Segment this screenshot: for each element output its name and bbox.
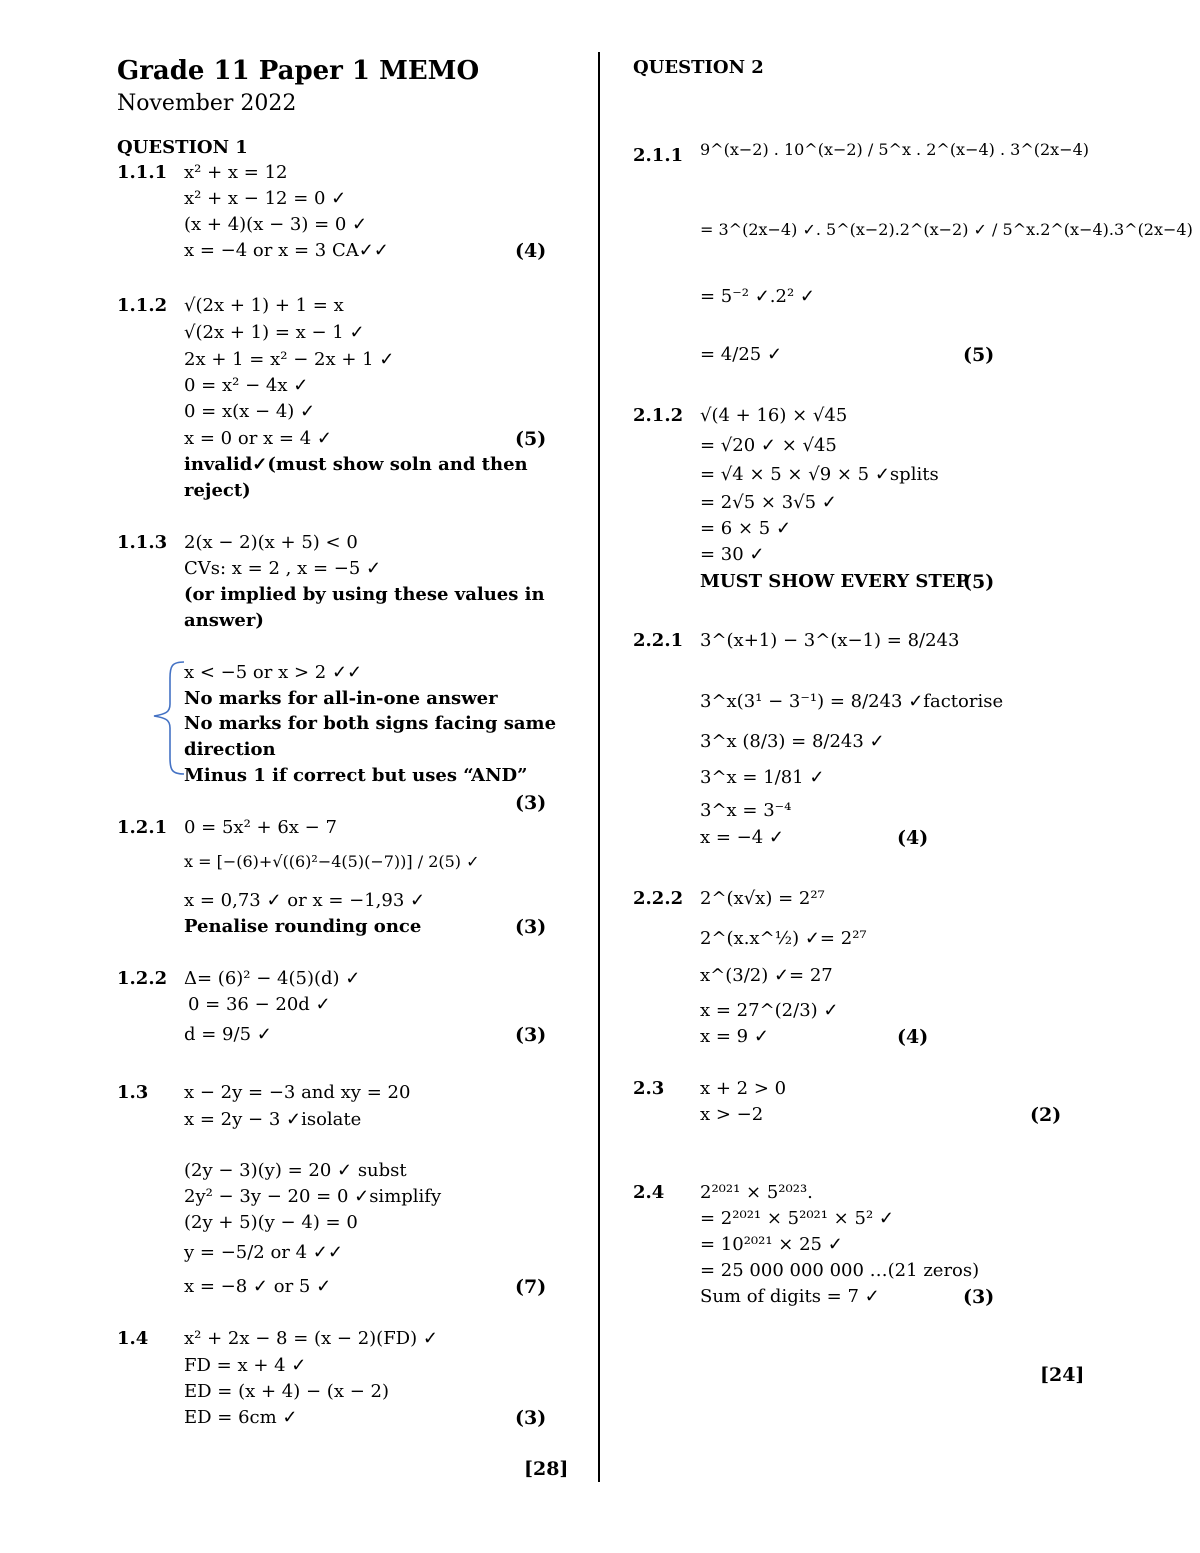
q14-line-4: ED = 6cm ✓: [184, 1407, 298, 1428]
q23-number: 2.3: [633, 1078, 665, 1099]
q122-mark: (3): [515, 1024, 547, 1046]
q212-line-5: = 6 × 5 ✓: [700, 518, 792, 539]
q113-answer: x < −5 or x > 2 ✓✓: [184, 662, 363, 683]
q111-line-1: x² + x = 12: [184, 162, 288, 183]
q211-line-3: = 5⁻² ✓.2² ✓: [700, 286, 815, 307]
q24-line-2: = 2²⁰²¹ × 5²⁰²¹ × 5² ✓: [700, 1208, 894, 1229]
q212-note: MUST SHOW EVERY STEP: [700, 571, 970, 592]
q222-line-4: x = 27^(2/3) ✓: [700, 1000, 839, 1021]
page-title: Grade 11 Paper 1 MEMO: [117, 56, 480, 86]
q112-line-6: x = 0 or x = 4 ✓: [184, 428, 332, 449]
q13-line-7: x = −8 ✓ or 5 ✓: [184, 1276, 332, 1297]
q24-mark: (3): [963, 1286, 995, 1308]
q112-line-2: √(2x + 1) = x − 1 ✓: [184, 322, 365, 343]
q113-rule-4: Minus 1 if correct but uses “AND”: [184, 765, 528, 786]
q122-number: 1.2.2: [117, 968, 168, 989]
q113-note-2: answer): [184, 610, 264, 631]
q122-line-3: d = 9/5 ✓: [184, 1024, 272, 1045]
q112-note-2: reject): [184, 480, 251, 501]
q14-line-3: ED = (x + 4) − (x − 2): [184, 1381, 389, 1402]
q222-line-2: 2^(x.x^½) ✓= 2²⁷: [700, 928, 867, 949]
q111-line-3: (x + 4)(x − 3) = 0 ✓: [184, 214, 368, 235]
q121-line-3: x = 0,73 ✓ or x = −1,93 ✓: [184, 890, 426, 911]
q13-line-6: y = −5/2 or 4 ✓✓: [184, 1242, 343, 1263]
q112-note-1: invalid✓(must show soln and then: [184, 454, 528, 475]
q113-rule-2: No marks for both signs facing same: [184, 713, 557, 734]
question-2-heading: QUESTION 2: [633, 57, 764, 78]
q113-rule-1: No marks for all-in-one answer: [184, 688, 498, 709]
q212-line-4: = 2√5 × 3√5 ✓: [700, 492, 837, 513]
q13-mark: (7): [515, 1276, 547, 1298]
q1-total: [28]: [524, 1458, 569, 1480]
q24-note: Sum of digits = 7 ✓: [700, 1286, 880, 1307]
q211-number: 2.1.1: [633, 145, 684, 166]
q221-mark: (4): [897, 827, 929, 849]
q111-mark: (4): [515, 240, 547, 262]
q24-line-4: = 25 000 000 000 …(21 zeros): [700, 1260, 980, 1281]
q13-line-4: 2y² − 3y − 20 = 0 ✓simplify: [184, 1186, 442, 1207]
q23-mark: (2): [1030, 1104, 1062, 1126]
q112-line-4: 0 = x² − 4x ✓: [184, 375, 309, 396]
q24-line-1: 2²⁰²¹ × 5²⁰²³.: [700, 1182, 813, 1203]
curly-brace: [148, 658, 188, 778]
q122-line-1: Δ= (6)² − 4(5)(d) ✓: [184, 968, 361, 989]
q13-line-5: (2y + 5)(y − 4) = 0: [184, 1212, 358, 1233]
q222-line-1: 2^(x√x) = 2²⁷: [700, 888, 825, 909]
q14-line-1: x² + 2x − 8 = (x − 2)(FD) ✓: [184, 1328, 438, 1349]
q212-line-6: = 30 ✓: [700, 544, 765, 565]
q112-line-1: √(2x + 1) + 1 = x: [184, 295, 344, 316]
q212-line-3: = √4 × 5 × √9 × 5 ✓splits: [700, 464, 939, 485]
q221-line-3: 3^x (8/3) = 8/243 ✓: [700, 731, 885, 752]
q113-line-2: CVs: x = 2 , x = −5 ✓: [184, 558, 382, 579]
q121-note: Penalise rounding once: [184, 916, 422, 937]
q111-line-2: x² + x − 12 = 0 ✓: [184, 188, 347, 209]
q23-line-2: x > −2: [700, 1104, 764, 1125]
q221-line-1: 3^(x+1) − 3^(x−1) = 8/243: [700, 630, 960, 651]
q2-total: [24]: [1040, 1364, 1085, 1386]
q222-line-5: x = 9 ✓: [700, 1026, 769, 1047]
q122-line-2: 0 = 36 − 20d ✓: [188, 994, 331, 1015]
q112-line-5: 0 = x(x − 4) ✓: [184, 401, 316, 422]
q121-line-2: x = [−(6)+√((6)²−4(5)(−7))] / 2(5) ✓: [184, 852, 480, 871]
q13-line-1: x − 2y = −3 and xy = 20: [184, 1082, 411, 1103]
q121-number: 1.2.1: [117, 817, 168, 838]
q222-line-3: x^(3/2) ✓= 27: [700, 965, 833, 986]
q111-number: 1.1.1: [117, 162, 168, 183]
q222-number: 2.2.2: [633, 888, 684, 909]
q121-line-1: 0 = 5x² + 6x − 7: [184, 817, 337, 838]
q211-line-4: = 4/25 ✓: [700, 344, 783, 365]
q13-number: 1.3: [117, 1082, 149, 1103]
q24-line-3: = 10²⁰²¹ × 25 ✓: [700, 1234, 843, 1255]
q221-line-4: 3^x = 1/81 ✓: [700, 767, 825, 788]
q112-line-3: 2x + 1 = x² − 2x + 1 ✓: [184, 349, 395, 370]
q113-mark: (3): [515, 792, 547, 814]
q13-line-3: (2y − 3)(y) = 20 ✓ subst: [184, 1160, 407, 1181]
q112-mark: (5): [515, 428, 547, 450]
q113-line-1: 2(x − 2)(x + 5) < 0: [184, 532, 358, 553]
q121-mark: (3): [515, 916, 547, 938]
q221-number: 2.2.1: [633, 630, 684, 651]
q221-line-6: x = −4 ✓: [700, 827, 785, 848]
q221-line-5: 3^x = 3⁻⁴: [700, 800, 792, 821]
question-1-heading: QUESTION 1: [117, 137, 248, 158]
q212-number: 2.1.2: [633, 405, 684, 426]
q113-rule-3: direction: [184, 739, 276, 760]
q212-line-1: √(4 + 16) × √45: [700, 405, 848, 426]
column-divider: [598, 52, 600, 1482]
page-subtitle: November 2022: [117, 91, 297, 116]
q211-line-1: 9^(x−2) . 10^(x−2) / 5^x . 2^(x−4) . 3^(2x−4): [700, 140, 1090, 159]
q14-mark: (3): [515, 1407, 547, 1429]
q14-line-2: FD = x + 4 ✓: [184, 1355, 307, 1376]
q112-number: 1.1.2: [117, 295, 168, 316]
q14-number: 1.4: [117, 1328, 149, 1349]
q211-mark: (5): [963, 344, 995, 366]
q211-line-2: = 3^(2x−4) ✓. 5^(x−2).2^(x−2) ✓ / 5^x.2^(x−4).3^(2x−4): [700, 220, 1193, 239]
q13-line-2: x = 2y − 3 ✓isolate: [184, 1109, 362, 1130]
q212-mark: (5): [963, 571, 995, 593]
q23-line-1: x + 2 > 0: [700, 1078, 787, 1099]
q222-mark: (4): [897, 1026, 929, 1048]
q113-note-1: (or implied by using these values in: [184, 584, 545, 605]
q221-line-2: 3^x(3¹ − 3⁻¹) = 8/243 ✓factorise: [700, 691, 1004, 712]
q113-number: 1.1.3: [117, 532, 168, 553]
q111-line-4: x = −4 or x = 3 CA✓✓: [184, 240, 389, 261]
q212-line-2: = √20 ✓ × √45: [700, 435, 837, 456]
q24-number: 2.4: [633, 1182, 665, 1203]
